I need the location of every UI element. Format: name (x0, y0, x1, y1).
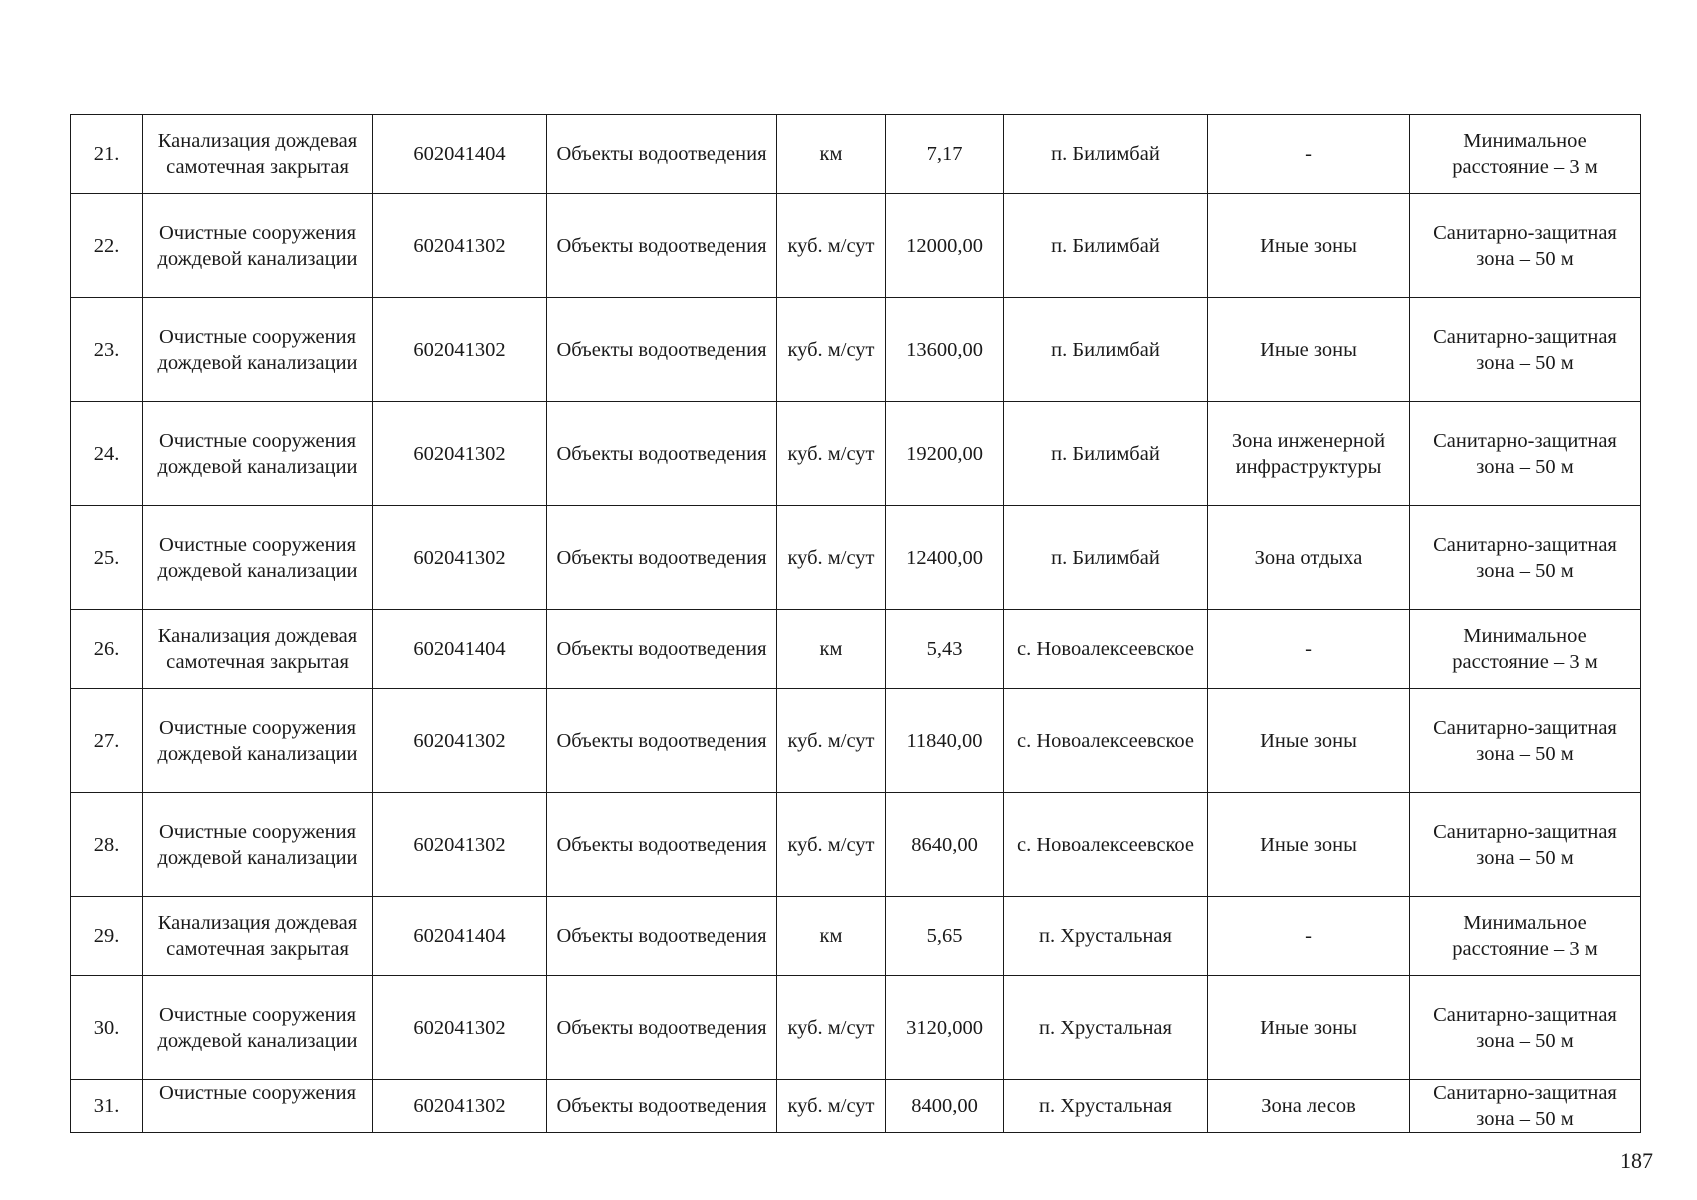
object-zone: Иные зоны (1208, 194, 1410, 298)
object-value: 7,17 (886, 115, 1004, 194)
row-number: 28. (71, 793, 143, 897)
object-zone: - (1208, 610, 1410, 689)
object-type: Объекты водоотведения (547, 793, 777, 897)
row-number: 25. (71, 506, 143, 610)
object-location: п. Билимбай (1004, 506, 1208, 610)
table-body (71, 115, 1641, 1133)
object-location: п. Хрустальная (1004, 897, 1208, 976)
object-value: 12400,00 (886, 506, 1004, 610)
object-unit: куб. м/сут (777, 976, 886, 1080)
table-row (71, 115, 1641, 194)
object-zone: - (1208, 115, 1410, 194)
object-location: с. Новоалексеевское (1004, 610, 1208, 689)
object-code: 602041302 (373, 506, 547, 610)
page-number: 187 (1620, 1148, 1653, 1173)
row-number: 23. (71, 298, 143, 402)
object-unit: куб. м/сут (777, 793, 886, 897)
object-zone: Иные зоны (1208, 793, 1410, 897)
object-value: 19200,00 (886, 402, 1004, 506)
object-value: 12000,00 (886, 194, 1004, 298)
object-name: Очистные сооружения дождевой канализации (143, 298, 373, 402)
object-unit: км (777, 610, 886, 689)
row-number: 29. (71, 897, 143, 976)
object-code: 602041404 (373, 115, 547, 194)
object-code: 602041302 (373, 298, 547, 402)
object-name: Очистные сооружения (143, 1080, 373, 1133)
object-location: п. Билимбай (1004, 402, 1208, 506)
table-row (71, 506, 1641, 610)
object-name: Очистные сооружения дождевой канализации (143, 402, 373, 506)
object-code: 602041302 (373, 793, 547, 897)
object-name: Очистные сооружения дождевой канализации (143, 194, 373, 298)
object-code: 602041302 (373, 1080, 547, 1133)
object-restriction: Санитарно-защитная зона – 50 м (1410, 689, 1641, 793)
row-number: 24. (71, 402, 143, 506)
table-row (71, 793, 1641, 897)
object-name: Очистные сооружения дождевой канализации (143, 689, 373, 793)
object-location: с. Новоалексеевское (1004, 793, 1208, 897)
object-type: Объекты водоотведения (547, 897, 777, 976)
object-restriction: Санитарно-защитная зона – 50 м (1410, 976, 1641, 1080)
object-code: 602041404 (373, 897, 547, 976)
object-code: 602041302 (373, 194, 547, 298)
object-code: 602041302 (373, 402, 547, 506)
object-value: 5,43 (886, 610, 1004, 689)
object-value: 8400,00 (886, 1080, 1004, 1133)
row-number: 21. (71, 115, 143, 194)
object-zone: - (1208, 897, 1410, 976)
table-row (71, 976, 1641, 1080)
object-value: 8640,00 (886, 793, 1004, 897)
table-row (71, 610, 1641, 689)
object-location: с. Новоалексеевское (1004, 689, 1208, 793)
object-zone: Иные зоны (1208, 976, 1410, 1080)
table-row (71, 897, 1641, 976)
object-unit: куб. м/сут (777, 402, 886, 506)
table-row (71, 1080, 1641, 1133)
object-type: Объекты водоотведения (547, 506, 777, 610)
object-unit: куб. м/сут (777, 194, 886, 298)
object-value: 5,65 (886, 897, 1004, 976)
row-number: 27. (71, 689, 143, 793)
object-code: 602041404 (373, 610, 547, 689)
object-unit: куб. м/сут (777, 506, 886, 610)
object-name: Очистные сооружения дождевой канализации (143, 976, 373, 1080)
object-value: 13600,00 (886, 298, 1004, 402)
object-restriction: Санитарно-защитная зона – 50 м (1410, 506, 1641, 610)
object-zone: Зона отдыха (1208, 506, 1410, 610)
object-type: Объекты водоотведения (547, 976, 777, 1080)
object-value: 3120,000 (886, 976, 1004, 1080)
object-code: 602041302 (373, 976, 547, 1080)
row-number: 31. (71, 1080, 143, 1133)
object-restriction: Санитарно-защитная зона – 50 м (1410, 194, 1641, 298)
table-row (71, 689, 1641, 793)
object-type: Объекты водоотведения (547, 402, 777, 506)
object-name: Канализация дождевая самотечная закрытая (143, 897, 373, 976)
object-type: Объекты водоотведения (547, 298, 777, 402)
table-row (71, 298, 1641, 402)
object-location: п. Билимбай (1004, 298, 1208, 402)
object-zone: Зона инженерной инфраструктуры (1208, 402, 1410, 506)
object-location: п. Билимбай (1004, 194, 1208, 298)
object-restriction: Минимальное расстояние – 3 м (1410, 610, 1641, 689)
object-name: Очистные сооружения дождевой канализации (143, 793, 373, 897)
object-zone: Зона лесов (1208, 1080, 1410, 1133)
objects-table (70, 114, 1641, 1133)
object-code: 602041302 (373, 689, 547, 793)
object-type: Объекты водоотведения (547, 194, 777, 298)
object-restriction: Минимальное расстояние – 3 м (1410, 897, 1641, 976)
table-row (71, 402, 1641, 506)
object-zone: Иные зоны (1208, 689, 1410, 793)
object-name: Канализация дождевая самотечная закрытая (143, 610, 373, 689)
object-location: п. Хрустальная (1004, 1080, 1208, 1133)
object-location: п. Билимбай (1004, 115, 1208, 194)
object-name: Очистные сооружения дождевой канализации (143, 506, 373, 610)
object-unit: куб. м/сут (777, 689, 886, 793)
object-name: Канализация дождевая самотечная закрытая (143, 115, 373, 194)
object-restriction: Санитарно-защитная зона – 50 м (1410, 402, 1641, 506)
object-type: Объекты водоотведения (547, 610, 777, 689)
object-type: Объекты водоотведения (547, 115, 777, 194)
object-restriction: Санитарно-защитная зона – 50 м (1410, 793, 1641, 897)
object-type: Объекты водоотведения (547, 1080, 777, 1133)
object-unit: км (777, 115, 886, 194)
object-restriction: Санитарно-защитная зона – 50 м (1410, 1080, 1641, 1133)
object-unit: км (777, 897, 886, 976)
object-unit: куб. м/сут (777, 298, 886, 402)
row-number: 26. (71, 610, 143, 689)
table-row (71, 194, 1641, 298)
row-number: 30. (71, 976, 143, 1080)
object-restriction: Санитарно-защитная зона – 50 м (1410, 298, 1641, 402)
object-type: Объекты водоотведения (547, 689, 777, 793)
object-zone: Иные зоны (1208, 298, 1410, 402)
object-restriction: Минимальное расстояние – 3 м (1410, 115, 1641, 194)
object-location: п. Хрустальная (1004, 976, 1208, 1080)
row-number: 22. (71, 194, 143, 298)
object-value: 11840,00 (886, 689, 1004, 793)
object-unit: куб. м/сут (777, 1080, 886, 1133)
